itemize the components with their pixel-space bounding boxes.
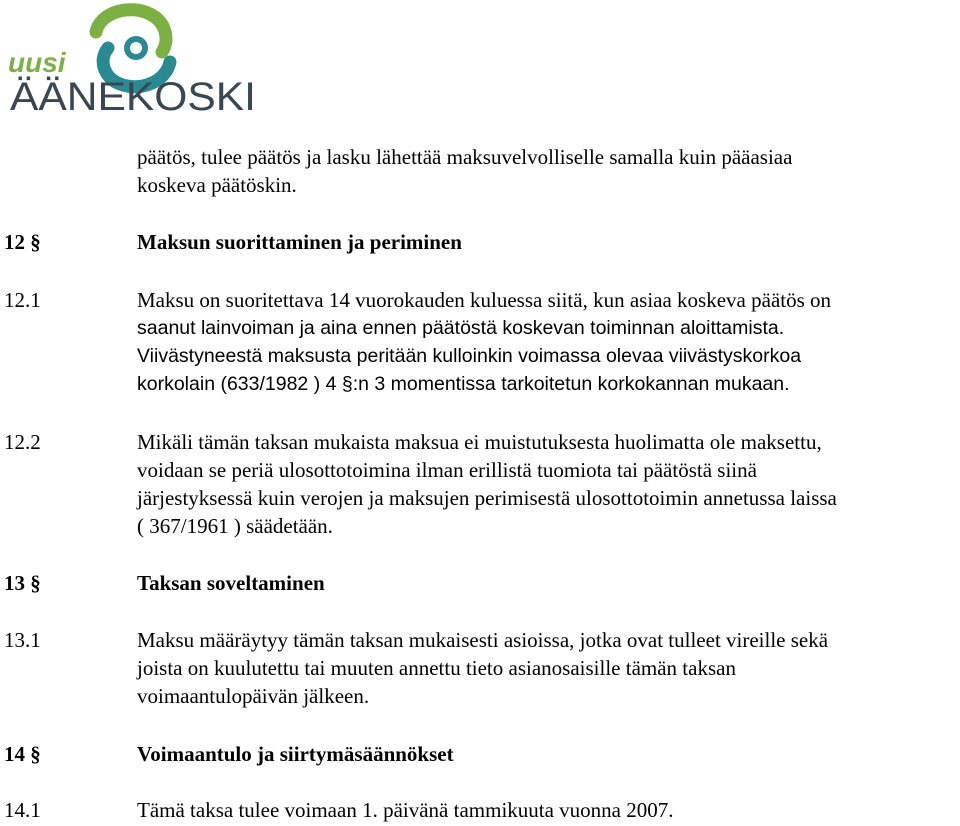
logo-swirl-dot — [127, 39, 145, 57]
paragraph-12-2-number: 12.2 — [4, 430, 41, 454]
aanekoski-logo — [0, 0, 262, 118]
logo-word-aanekoski: ÄÄNEKOSKI — [10, 75, 256, 118]
paragraph-12-2-line-2: voidaan se periä ulosottotoimina ilman erillistä tuomiota tai päätöstä siinä — [137, 458, 757, 482]
paragraph-12-1-line-1: Maksu on suoritettava 14 vuorokauden kuluessa siitä, kun asiaa koskeva päätös on — [137, 288, 832, 312]
paragraph-14-1-number: 14.1 — [4, 798, 41, 822]
section-13-title: Taksan soveltaminen — [137, 571, 325, 595]
paragraph-12-1-line-2: saanut lainvoiman ja aina ennen päätöstä koskevan toiminnan aloittamista. — [137, 317, 785, 339]
section-12-title: Maksun suorittaminen ja periminen — [137, 230, 462, 254]
intro-line-2: koskeva päätöskin. — [137, 173, 297, 197]
paragraph-13-1-line-3: voimaantulopäivän jälkeen. — [137, 684, 370, 708]
logo-word-uusi: uusi — [8, 47, 66, 78]
section-14-title: Voimaantulo ja siirtymäsäännökset — [137, 742, 454, 766]
intro-line-1: päätös, tulee päätös ja lasku lähettää maksuvelvolliselle samalla kuin pääasiaa — [137, 145, 793, 169]
section-12-number: 12 § — [4, 230, 41, 254]
section-13-number: 13 § — [4, 571, 41, 595]
paragraph-12-1-line-3: Viivästyneestä maksusta peritään kulloinkin voimassa olevaa viivästyskorkoa — [137, 345, 802, 367]
paragraph-12-2-line-4: ( 367/1961 ) säädetään. — [137, 514, 333, 538]
logo-graphic — [0, 0, 262, 118]
paragraph-13-1-number: 13.1 — [4, 628, 41, 652]
paragraph-12-2-line-3: järjestyksessä kuin verojen ja maksujen perimisestä ulosottotoimin annetussa laissa — [137, 486, 837, 510]
paragraph-13-1-line-1: Maksu määräytyy tämän taksan mukaisesti asioissa, jotka ovat tulleet vireille sekä — [137, 628, 829, 652]
paragraph-13-1-line-2: joista on kuulutettu tai muuten annettu tieto asianosaisille tämän taksan — [137, 656, 736, 680]
paragraph-12-2-line-1: Mikäli tämän taksan mukaista maksua ei muistutuksesta huolimatta ole maksettu, — [137, 430, 822, 454]
paragraph-12-1-line-4: korkolain (633/1982 ) 4 §:n 3 momentissa tarkoitetun korkokannan mukaan. — [137, 373, 790, 395]
paragraph-12-1-number: 12.1 — [4, 288, 41, 312]
paragraph-14-1-line-1: Tämä taksa tulee voimaan 1. päivänä tammikuuta vuonna 2007. — [137, 798, 674, 822]
section-14-number: 14 § — [4, 742, 41, 766]
